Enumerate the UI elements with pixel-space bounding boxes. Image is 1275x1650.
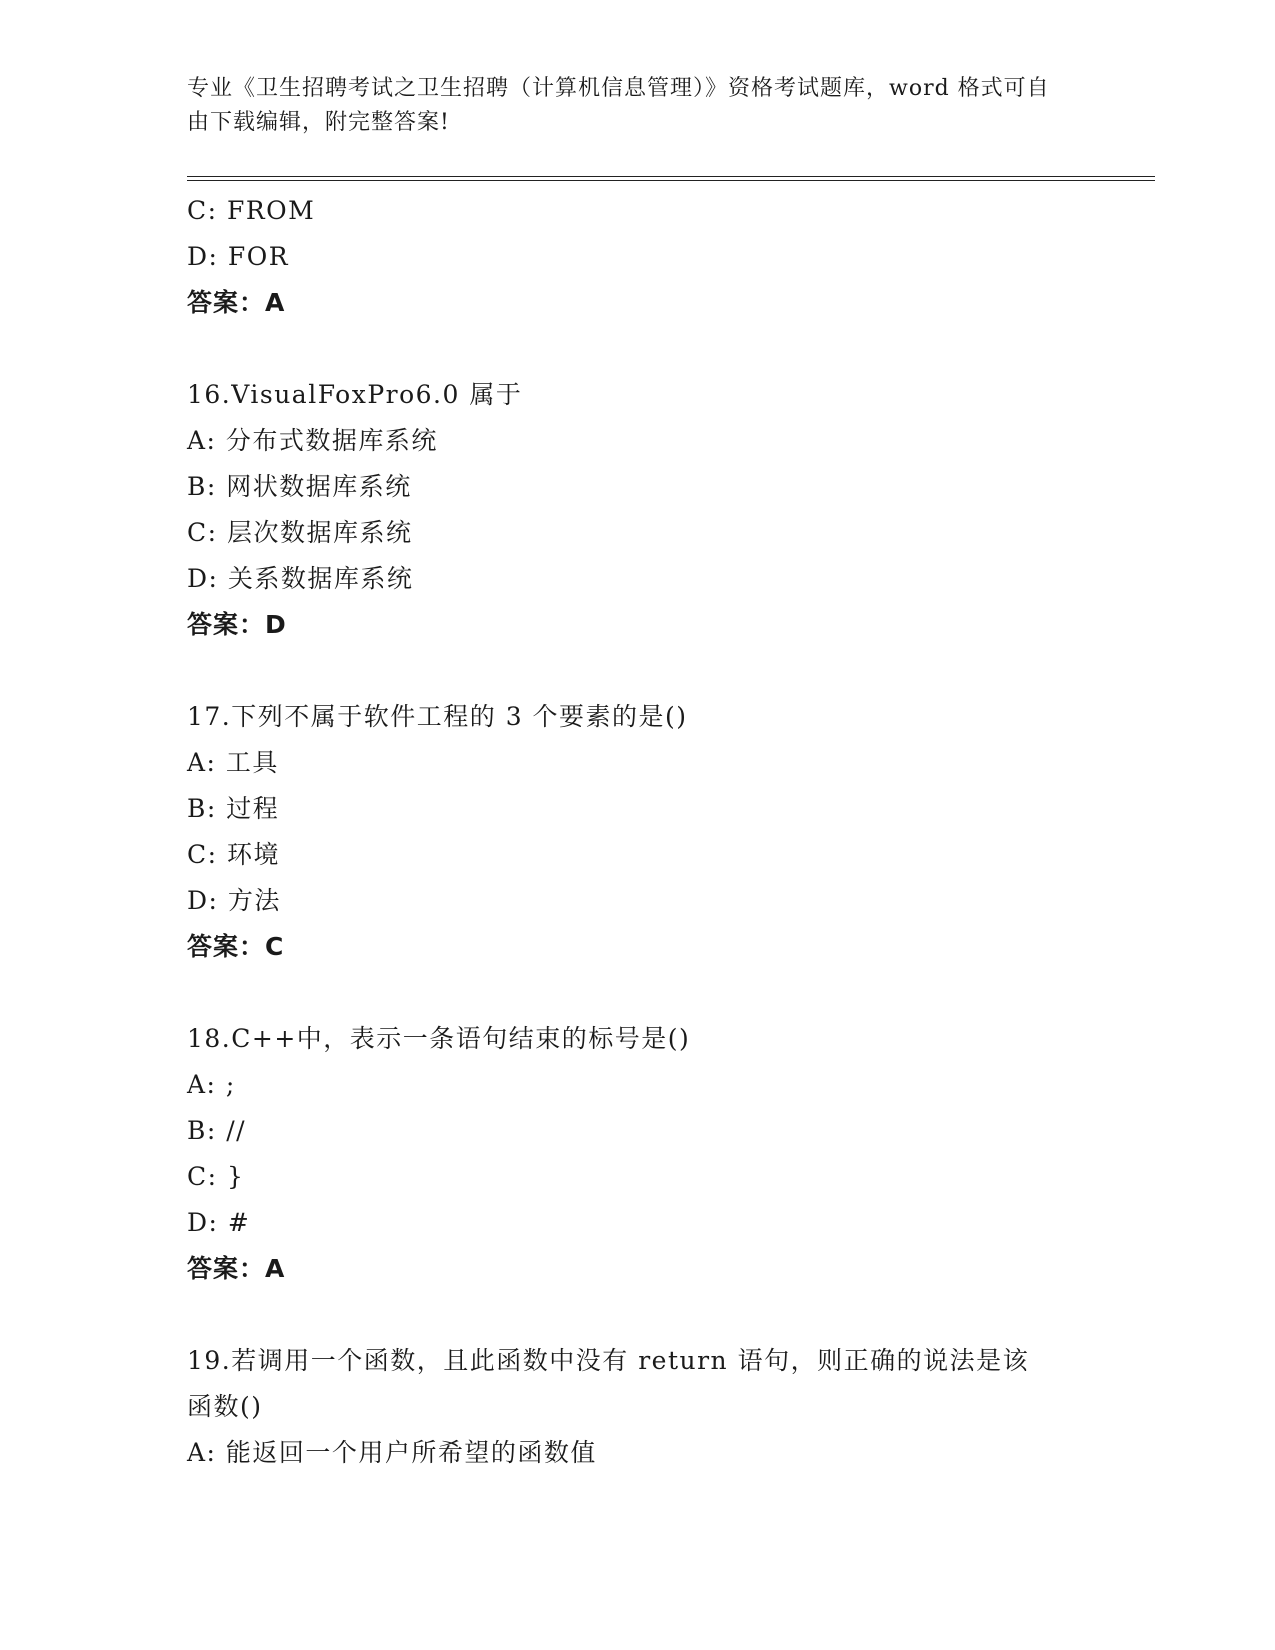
question-title: 17.下列不属于软件工程的 3 个要素的是() — [187, 702, 688, 731]
option-b: B: 过程 — [187, 794, 280, 823]
option-a: A: 工具 — [187, 748, 279, 777]
option-d: D: 方法 — [187, 886, 281, 915]
prev-question-block — [187, 188, 1087, 326]
option-b: B: 网状数据库系统 — [187, 472, 412, 501]
option-d: D: 关系数据库系统 — [187, 564, 414, 593]
option-b: B: // — [187, 1116, 247, 1145]
option-c: C: 层次数据库系统 — [187, 518, 413, 547]
option-c: C: FROM — [187, 196, 316, 225]
answer: 答案：A — [187, 1254, 286, 1283]
header-divider — [187, 176, 1155, 181]
question-16 — [187, 372, 1087, 648]
option-d: D: # — [187, 1208, 251, 1237]
page-header — [187, 72, 1067, 140]
option-c: C: } — [187, 1162, 245, 1191]
question-19 — [187, 1338, 1087, 1476]
question-18 — [187, 1016, 1087, 1292]
answer: 答案：D — [187, 610, 287, 639]
question-17 — [187, 694, 1087, 970]
option-c: C: 环境 — [187, 840, 280, 869]
question-content — [187, 188, 1087, 1476]
question-title: 19.若调用一个函数，且此函数中没有 return 语句，则正确的说法是该函数() — [187, 1346, 1030, 1421]
option-a: A: ; — [187, 1070, 236, 1099]
question-title: 16.VisualFoxPro6.0 属于 — [187, 380, 523, 409]
question-title: 18.C++中，表示一条语句结束的标号是() — [187, 1024, 691, 1053]
answer: 答案：A — [187, 288, 286, 317]
option-a: A: 能返回一个用户所希望的函数值 — [187, 1438, 597, 1467]
option-a: A: 分布式数据库系统 — [187, 426, 438, 455]
header-text: 专业《卫生招聘考试之卫生招聘（计算机信息管理）》资格考试题库，word 格式可自由下载编辑，附完整答案! — [187, 76, 1050, 135]
option-d: D: FOR — [187, 242, 290, 271]
answer: 答案：C — [187, 932, 285, 961]
